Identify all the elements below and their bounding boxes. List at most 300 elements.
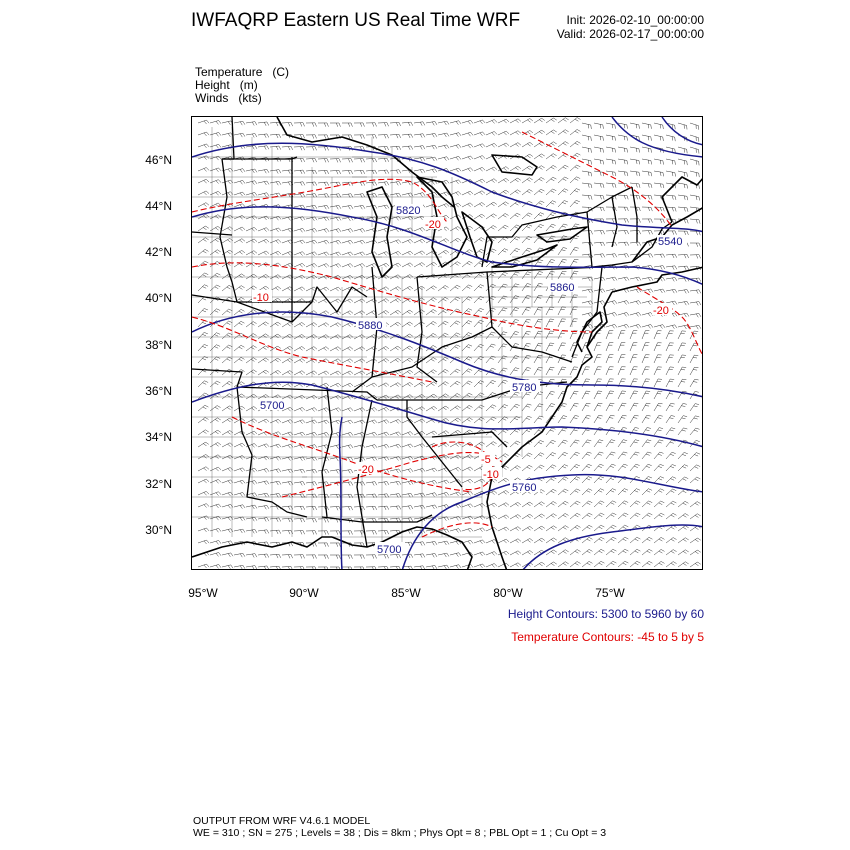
wind-barb — [702, 404, 703, 411]
wind-barb — [558, 319, 566, 327]
wind-barb — [258, 239, 269, 243]
wind-barb — [414, 334, 425, 339]
wind-barb — [666, 403, 675, 411]
wind-barb — [546, 295, 554, 303]
wind-barb — [678, 325, 689, 329]
wind-barb — [522, 307, 531, 315]
wind-barb — [510, 466, 521, 471]
plot-title: IWFAQRP Eastern US Real Time WRF — [191, 10, 521, 31]
wind-barb — [198, 430, 209, 435]
wind-barb — [294, 147, 305, 151]
wind-barb — [666, 562, 677, 567]
wind-barb — [678, 538, 689, 543]
wind-barb — [318, 123, 328, 127]
wind-barb — [606, 403, 614, 411]
wind-barb — [354, 264, 365, 268]
wind-barb — [630, 501, 640, 507]
wind-barb — [450, 467, 461, 471]
wind-barb — [402, 493, 413, 497]
wind-barb — [270, 170, 281, 174]
wind-barb — [294, 228, 305, 232]
wind-barb — [426, 358, 437, 363]
wind-barb — [570, 464, 580, 471]
wind-barb — [654, 489, 664, 495]
wind-barb — [570, 200, 580, 207]
wind-barb — [642, 123, 651, 129]
wind-barb — [690, 404, 699, 411]
wind-barb — [510, 190, 521, 195]
wind-barb — [522, 550, 533, 555]
wind-barb — [450, 180, 461, 184]
wind-barb — [642, 379, 650, 387]
wind-barb — [342, 371, 353, 375]
wind-barb — [474, 273, 484, 279]
wind-barb — [366, 383, 377, 387]
wind-barb — [702, 355, 703, 363]
wind-barb — [318, 371, 329, 375]
wind-barb — [594, 183, 604, 188]
wind-barb — [426, 493, 437, 497]
wind-barb — [570, 452, 580, 459]
wind-barb — [246, 481, 257, 485]
wind-barb — [570, 307, 578, 315]
wind-barb — [354, 531, 365, 535]
wind-barb — [246, 216, 257, 220]
wind-barb — [378, 123, 389, 127]
wind-barb — [630, 123, 639, 129]
wind-barb — [618, 207, 628, 211]
wind-barb — [534, 272, 543, 279]
wind-barb — [474, 503, 485, 507]
wind-barb — [690, 159, 699, 165]
wind-barb — [582, 171, 592, 176]
wind-barb — [210, 144, 221, 148]
wind-barb — [210, 381, 220, 387]
wind-barb — [402, 469, 413, 473]
wind-barb — [570, 295, 578, 303]
lat-tick-label: 36°N — [145, 384, 172, 398]
wind-barb — [198, 179, 209, 183]
wind-barb — [582, 464, 592, 471]
wind-barb — [702, 147, 703, 154]
wind-barb — [234, 227, 245, 231]
temperature-contour-label: -10 — [253, 292, 269, 304]
wind-barb — [522, 502, 533, 507]
wind-barb — [510, 404, 520, 411]
wind-barb — [594, 489, 604, 495]
wind-barb — [438, 145, 449, 149]
wind-barb — [342, 494, 353, 498]
wind-barb — [294, 359, 305, 363]
wind-barb — [558, 343, 566, 351]
wind-barb — [318, 170, 329, 174]
wind-barb — [594, 464, 604, 471]
wind-barb — [234, 357, 244, 363]
wind-barb — [522, 526, 533, 531]
wind-barb — [678, 355, 686, 363]
wind-barb — [342, 205, 353, 209]
wind-barb — [522, 538, 533, 543]
wind-barb — [210, 357, 220, 363]
wind-barb — [246, 239, 257, 243]
wind-barb — [366, 182, 377, 186]
wind-barb — [390, 506, 401, 510]
wind-barb — [246, 274, 257, 279]
wind-barb — [630, 289, 641, 293]
wind-barb — [606, 355, 613, 363]
wind-barb — [246, 251, 257, 255]
wind-barb — [450, 418, 461, 423]
wind-barb — [666, 289, 677, 293]
wind-barb — [690, 302, 701, 306]
wind-barb — [534, 440, 544, 447]
wind-barb — [666, 538, 677, 543]
wind-barb — [258, 169, 269, 173]
wind-barb — [414, 382, 425, 387]
wind-barb — [246, 554, 257, 558]
wind-barb — [666, 325, 677, 329]
wind-barb — [234, 180, 245, 184]
wind-barb — [402, 251, 413, 255]
wind-barb — [522, 142, 533, 147]
field-label-height — [195, 78, 258, 92]
wind-barb — [318, 420, 329, 424]
wind-barb — [210, 418, 221, 423]
wind-barb — [654, 537, 664, 543]
wind-barb — [570, 440, 579, 447]
wind-barb — [450, 168, 461, 172]
wind-barb — [618, 312, 629, 316]
wind-barb — [282, 346, 293, 351]
wind-barb — [486, 442, 497, 447]
wind-barb — [198, 491, 209, 495]
wind-barb — [198, 332, 208, 339]
wind-barb — [438, 480, 449, 484]
wind-barb — [570, 177, 580, 183]
wind-barb — [606, 440, 615, 447]
wind-barb — [642, 207, 652, 211]
wind-barb — [666, 428, 675, 435]
wind-barb — [690, 465, 700, 471]
wind-barb — [198, 249, 208, 255]
wind-barb — [354, 335, 365, 339]
wind-barb — [582, 123, 591, 129]
wind-barb — [678, 313, 689, 317]
wind-barb — [342, 408, 353, 412]
wind-barb — [306, 567, 317, 570]
wind-barb — [654, 513, 664, 519]
wind-barb — [702, 502, 703, 507]
wind-barb — [378, 530, 389, 534]
wind-barb — [198, 203, 209, 207]
wind-barb — [258, 122, 269, 126]
wind-barb — [354, 494, 365, 498]
wind-barb — [354, 567, 364, 570]
wind-barb — [630, 464, 640, 471]
wind-barb — [546, 154, 557, 159]
wind-barb — [570, 415, 579, 423]
wind-barb — [630, 355, 637, 363]
wind-barb — [630, 391, 638, 399]
wind-barb — [414, 407, 425, 411]
wind-barb — [450, 565, 461, 569]
wind-barb — [666, 440, 675, 447]
wind-barb — [498, 178, 509, 183]
wind-barb — [666, 477, 676, 483]
wind-barb — [198, 564, 209, 568]
temperature-contour-label: -20 — [425, 219, 441, 231]
wind-barb — [246, 406, 257, 411]
wind-barb — [498, 380, 508, 387]
wind-barb — [306, 519, 317, 523]
wind-barb — [498, 202, 509, 207]
wind-barb — [198, 168, 209, 172]
wind-barb — [462, 381, 472, 387]
wind-barb — [438, 553, 449, 557]
wind-barb — [450, 238, 461, 243]
wind-barb — [474, 528, 485, 532]
wind-barb — [702, 392, 703, 399]
wind-barb — [642, 561, 652, 567]
wind-barb — [618, 549, 628, 555]
height-contour-label: 5540 — [658, 236, 683, 248]
wind-barb — [594, 159, 604, 164]
wind-barb — [234, 480, 245, 484]
wind-barb — [534, 343, 542, 351]
wind-barb — [246, 145, 257, 149]
wind-barb — [570, 561, 581, 567]
wind-barb — [666, 159, 675, 165]
wind-barb — [474, 214, 485, 219]
wind-barb — [570, 550, 581, 555]
wind-barb — [330, 555, 340, 559]
wind-barb — [606, 159, 616, 164]
wind-barb — [414, 370, 425, 375]
wind-barb — [198, 356, 208, 363]
wind-barb — [246, 529, 257, 533]
wind-barb — [438, 297, 448, 303]
wind-barb — [666, 391, 674, 399]
wind-barb — [258, 566, 269, 570]
wind-barb — [318, 182, 329, 186]
wind-barb — [486, 380, 496, 387]
wind-barb — [354, 159, 365, 163]
wind-barb — [390, 240, 401, 244]
wind-barb — [486, 179, 497, 183]
wind-barb — [618, 501, 628, 507]
wind-barb — [450, 492, 461, 496]
wind-barb — [558, 307, 566, 315]
wind-barb — [474, 417, 484, 423]
wind-barb — [654, 440, 663, 447]
wind-barb — [222, 345, 232, 351]
wind-barb — [426, 286, 437, 291]
wind-barb — [510, 166, 521, 171]
wind-barb — [330, 170, 341, 174]
wind-barb — [402, 358, 413, 363]
wind-barb — [654, 325, 665, 329]
height-contour-label: 5780 — [512, 382, 537, 394]
wind-barb — [546, 201, 556, 207]
wind-barb — [594, 242, 605, 246]
wind-barb — [642, 324, 653, 328]
wind-barb — [678, 289, 689, 293]
wind-barb — [546, 428, 555, 435]
wind-barb — [630, 301, 641, 305]
wind-barb — [246, 370, 257, 375]
wind-barb — [234, 456, 245, 460]
wind-barb — [510, 296, 519, 303]
wind-barb — [702, 428, 703, 435]
wind-barb — [546, 477, 556, 483]
wind-barb — [618, 331, 625, 339]
wind-barb — [654, 428, 663, 435]
wind-barb — [678, 452, 688, 459]
wind-barb — [462, 418, 473, 423]
wind-barb — [282, 358, 293, 363]
wind-barb — [618, 135, 628, 141]
coastline — [192, 117, 703, 570]
wind-barb — [402, 370, 413, 375]
wind-barb — [498, 563, 509, 567]
wind-barb — [702, 490, 703, 495]
wind-barb — [306, 252, 317, 256]
wind-barb — [234, 529, 245, 533]
wind-barb — [630, 242, 641, 246]
wind-barb — [366, 263, 377, 267]
wind-barb — [558, 550, 569, 555]
wind-barb — [330, 287, 341, 291]
wind-barb — [342, 123, 352, 127]
wind-barb — [546, 538, 557, 543]
wind-barb — [558, 477, 568, 483]
wind-barb — [402, 239, 413, 243]
wind-barb — [282, 287, 293, 291]
wind-barb — [450, 215, 461, 219]
wind-barb — [510, 119, 521, 123]
wind-barb — [270, 146, 281, 150]
wind-barb — [654, 289, 665, 293]
wind-barb — [582, 289, 593, 293]
wind-barb — [258, 530, 269, 534]
wind-barb — [558, 295, 566, 303]
field-unit: (kts) — [238, 91, 262, 105]
wind-barb — [222, 504, 233, 508]
lat-tick-label: 32°N — [145, 477, 172, 491]
wind-barb — [462, 345, 472, 351]
wind-barb — [222, 480, 233, 484]
wind-barb — [198, 261, 208, 267]
wind-barb — [618, 489, 628, 495]
wind-barb — [330, 506, 341, 510]
wind-barb — [198, 442, 209, 447]
wind-barb — [402, 444, 413, 448]
wind-barb — [258, 456, 269, 460]
wind-barb — [426, 133, 437, 137]
wind-barb — [570, 391, 578, 399]
wind-barb — [270, 493, 281, 497]
model-info-line1: OUTPUT FROM WRF V4.6.1 MODEL — [193, 815, 371, 827]
wind-barb — [354, 445, 365, 449]
wind-barb — [318, 494, 329, 498]
wind-barb — [606, 549, 616, 555]
wind-barb — [198, 504, 209, 508]
wind-barb — [258, 181, 269, 185]
wind-barb — [366, 408, 377, 412]
wind-barb — [462, 504, 473, 508]
wind-barb — [642, 440, 651, 447]
wind-barb — [702, 326, 703, 330]
wind-barb — [462, 492, 473, 496]
wind-barb — [594, 135, 603, 141]
wind-barb — [546, 260, 555, 267]
wind-barb — [294, 407, 305, 411]
wind-barb — [654, 464, 664, 471]
wind-barb — [270, 518, 281, 522]
wind-barb — [306, 229, 317, 233]
wind-barb — [666, 254, 677, 258]
wind-barb — [390, 518, 401, 522]
wind-barb — [534, 514, 545, 519]
wind-barb — [354, 170, 365, 174]
wind-barb — [318, 147, 329, 151]
wind-barb — [342, 482, 353, 486]
wind-barb — [690, 313, 701, 317]
wind-barb — [414, 251, 425, 255]
wind-barb — [702, 314, 703, 318]
wind-barb — [414, 493, 425, 497]
wind-barb — [258, 493, 269, 497]
wind-barb — [702, 550, 703, 555]
wind-barb — [630, 513, 640, 519]
wind-barb — [510, 441, 520, 447]
wind-barb — [282, 170, 293, 174]
wind-barb — [690, 325, 701, 329]
wind-barb — [690, 147, 699, 154]
wind-barb — [498, 308, 507, 315]
wind-barb — [630, 312, 641, 316]
wind-barb — [486, 296, 496, 303]
wind-barb — [618, 367, 626, 375]
wind-barb — [402, 146, 413, 150]
wind-barb — [438, 285, 449, 291]
wind-barb — [678, 301, 689, 305]
wind-barb — [378, 135, 389, 139]
wind-barb — [642, 549, 652, 555]
wind-barb — [534, 562, 545, 567]
wind-barb — [606, 367, 614, 375]
wind-barb — [210, 191, 221, 195]
wind-barb — [222, 492, 233, 496]
wind-barb — [366, 531, 377, 535]
wind-barb — [702, 171, 703, 177]
wind-barb — [414, 134, 425, 138]
wind-barb — [294, 469, 305, 473]
wind-barb — [594, 367, 602, 375]
wind-barb — [222, 418, 233, 423]
wind-barb — [618, 440, 627, 447]
wind-barb — [402, 286, 413, 291]
wind-barb — [306, 158, 317, 162]
wind-barb — [654, 159, 664, 165]
wind-barb — [666, 489, 676, 495]
wind-barb — [342, 229, 353, 233]
wind-barb — [606, 452, 615, 459]
wind-barb — [222, 381, 232, 387]
wind-barb — [414, 193, 425, 197]
wind-barb — [402, 432, 413, 436]
wind-barb — [294, 322, 305, 327]
